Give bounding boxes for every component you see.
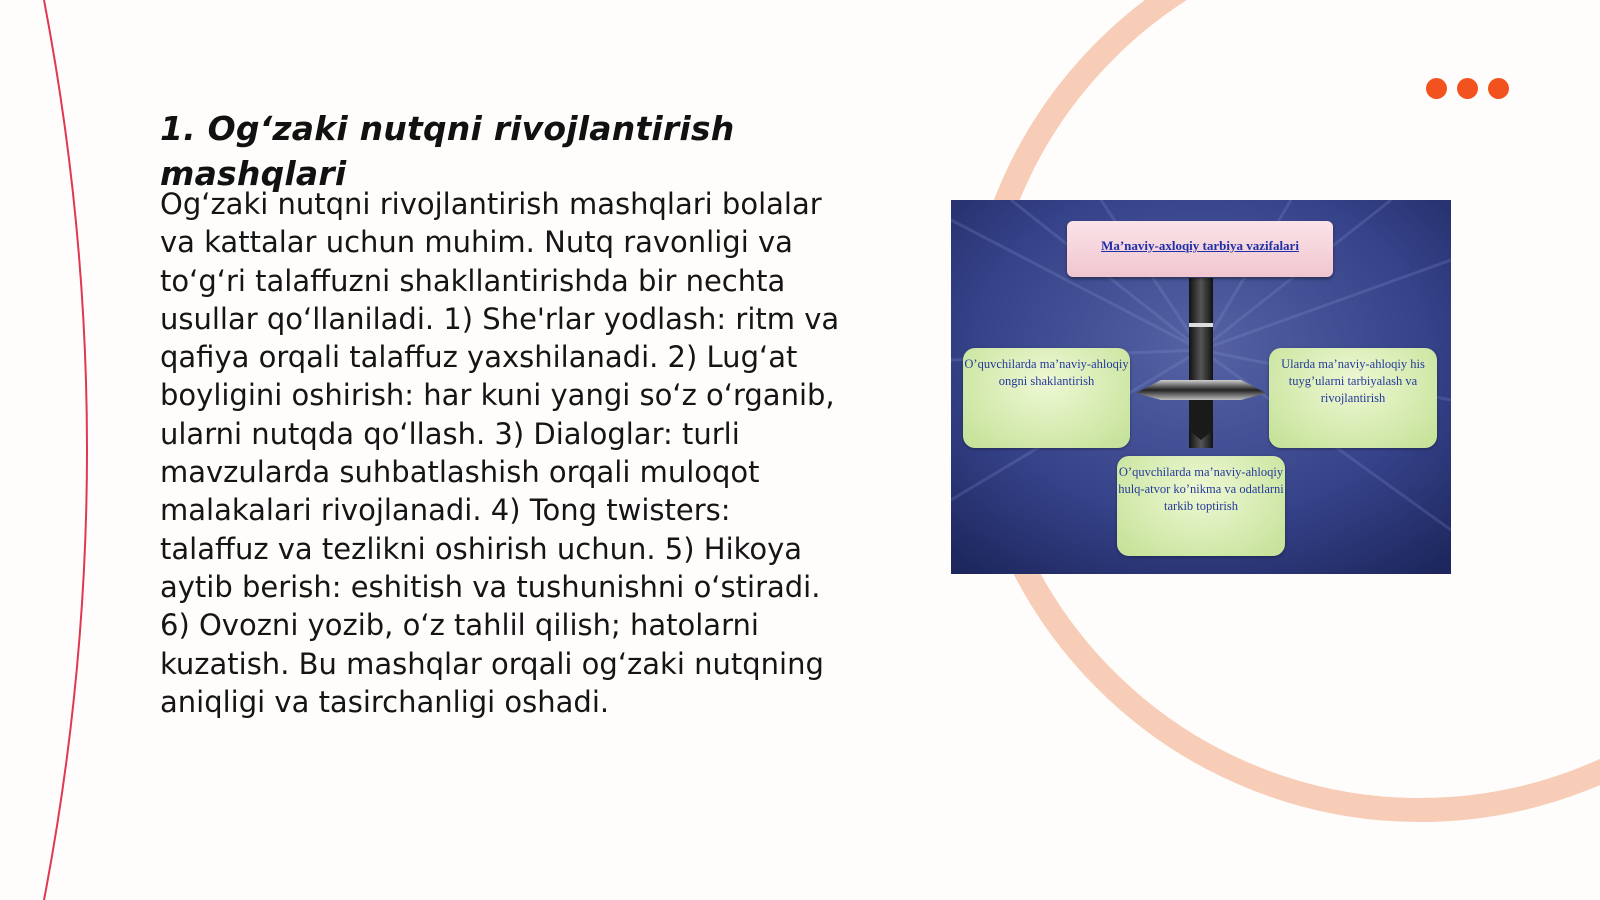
diagram-node-left: O’quvchilarda ma’naviy-ahloqiy ongni shaklantirish	[963, 348, 1130, 448]
diagram-image	[951, 200, 1451, 574]
diagram-node-bottom: O’quvchilarda ma’naviy-ahloqiy hulq-atvor ko’nikma va odatlarni tarkib toptirish	[1117, 456, 1285, 556]
decoration-dots-icon	[1426, 78, 1509, 99]
diagram-title-box: Ma’naviy-axloqiy tarbiya vazifalari	[1067, 221, 1333, 277]
decoration-dot	[1457, 78, 1478, 99]
diagram-node-right: Ularda ma’naviy-ahloqiy his tuyg’ularni tarbiyalash va rivojlantirish	[1269, 348, 1437, 448]
decoration-dot	[1426, 78, 1447, 99]
slide-body-text: Og‘zaki nutqni rivojlantirish mashqlari bolalar va kattalar uchun muhim. Nutq ravonligi va to‘g‘ri talaffuzni shakllantirishda bir nechta usullar qo‘llaniladi. 1) She'rlar yodlash: ritm va qafiya orqali talaffuz yaxshilanadi. 2) Lug‘at boyligini oshirish: har kuni yangi so‘z o‘rganib, ularni nutqda qo‘llash. 3) Dialoglar: turli mavzularda suhbatlashish orqali muloqot malakalari rivojlanadi. 4) Tong twisters: talaffuz va tezlikni oshirish uchun. 5) Hikoya aytib berish: eshitish va tushunishni o‘stiradi. 6) Ovozni yozib, o‘z tahlil qilish; hatolarni kuzatish. Bu mashqlar orqali og‘zaki nutqning aniqligi va tasirchanligi oshadi.	[160, 187, 840, 719]
left-curve-line	[44, 0, 87, 900]
slide-title: 1. Og‘zaki nutqni rivojlantirish mashqlari	[160, 109, 735, 193]
decoration-dot	[1488, 78, 1509, 99]
